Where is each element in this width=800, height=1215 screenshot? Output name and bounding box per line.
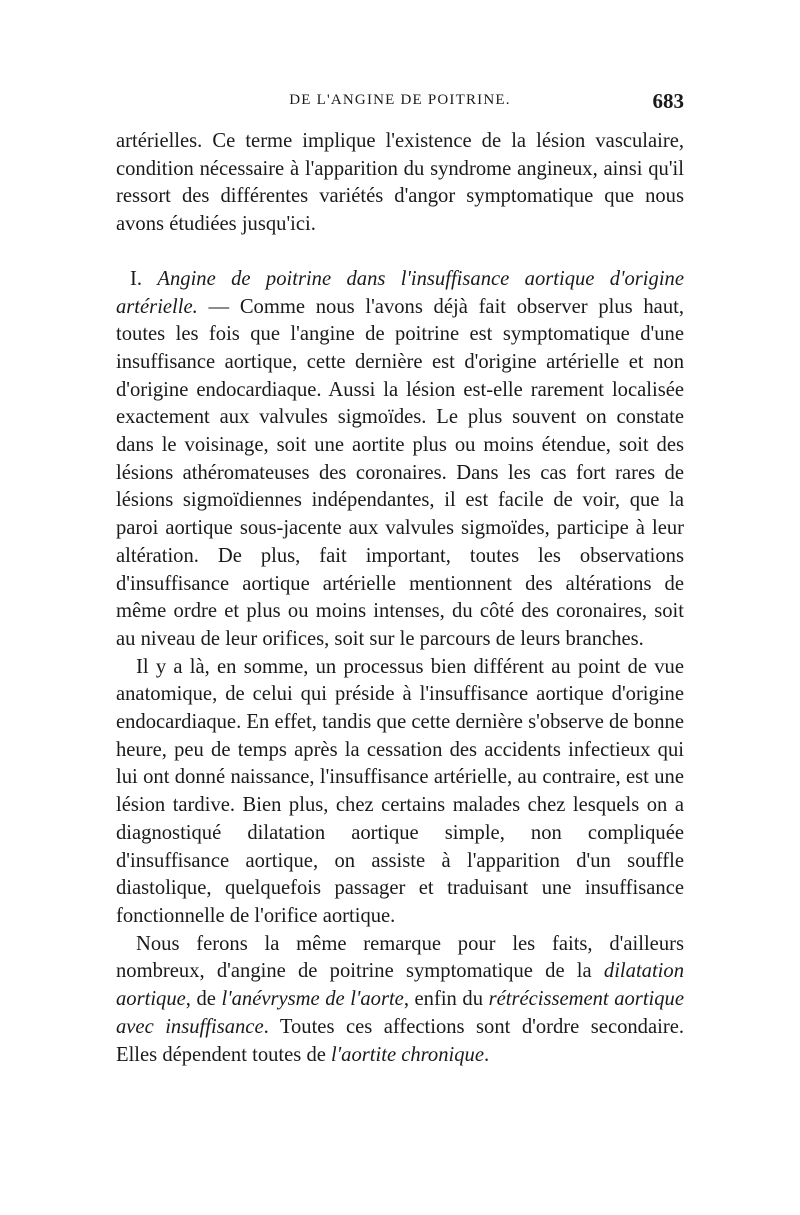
running-title: DE L'ANGINE DE POITRINE. — [289, 92, 511, 108]
p4-italic-anevrysme: l'anévrysme de l'aorte — [221, 988, 404, 1011]
section-number: I. — [130, 267, 143, 290]
p4-text-b: , de — [185, 988, 216, 1011]
page-number: 683 — [652, 89, 684, 113]
p4-text-e: . — [483, 1043, 490, 1066]
paragraph-4 — [116, 931, 684, 1070]
paragraph-3: Il y a là, en somme, un processus bien différent au point de vue anatomique, de celui qui préside à l'insuffisance aortique d'origine endocardiaque. En effet, tandis que cette dernière s'observe de bonne heure, peu de temps après la cessation des accidents infectieux qui lui ont donné naissance, l'insuffisance artérielle, au contraire, est une lésion tardive. Bien plus, chez certains malades chez lesquels on a diagnostiqué dilatation aortique simple, non compliquée d'insuffisance aortique, on assiste à l'apparition d'un souffle diastolique, quelquefois passager et traduisant une insuffisance fonctionnelle de l'orifice aortique. — [116, 655, 684, 927]
p4-text-a: Nous ferons la même remarque pour les faits, d'ailleurs nombreux, d'angine de poitrine symptomatique de la — [116, 932, 684, 983]
p4-text-d: . Toutes ces affections sont d'ordre secondaire. Elles dépendent toutes de — [116, 1015, 684, 1066]
paragraph-1: artérielles. Ce terme implique l'existence de la lésion vasculaire, condition nécessaire à l'apparition du syndrome angineux, ainsi qu'il ressort des différentes variétés d'angor symptomatique que nous avons étudiées jusqu'ici. — [116, 130, 684, 236]
section-title: Angine de poitrine dans l'insuffisance aortique d'origine artérielle. — [116, 267, 684, 318]
p4-italic-dilatation: dilatation aortique — [116, 960, 684, 1011]
p4-italic-aortite: l'aortite chronique — [331, 1043, 484, 1066]
p4-text-c: , enfin du — [403, 988, 483, 1011]
p4-italic-retrecissement: rétrécissement aortique avec insuffisance — [116, 988, 684, 1038]
paragraph-2 — [116, 266, 684, 654]
body-text — [116, 128, 684, 1069]
section-body: — Comme nous l'avons déjà fait observer plus haut, toutes les fois que l'angine de poitrine est symptomatique d'une insuffisance aortique, cette dernière est d'origine artérielle et non d'origine endocardiaque. Aussi la lésion est-elle rarement localisée exactement aux valvules sigmoïdes. Le plus souvent on constate dans le voisinage, soit une aortite plus ou moins étendue, soit des lésions athéromateuses des coronaires. Dans les cas fort rares de lésions sigmoïdiennes indépendantes, il est facile de voir, que la paroi aortique sous-jacente aux valvules sigmoïdes, participe à leur altération. De plus, fait important, toutes les observations d'insuffisance aortique artérielle mentionnent des altérations de même ordre et plus ou moins intenses, du côté des coronaires, soit au niveau de leur orifices, soit sur le parcours de leurs branches. — [116, 295, 684, 650]
page-header — [116, 89, 684, 122]
